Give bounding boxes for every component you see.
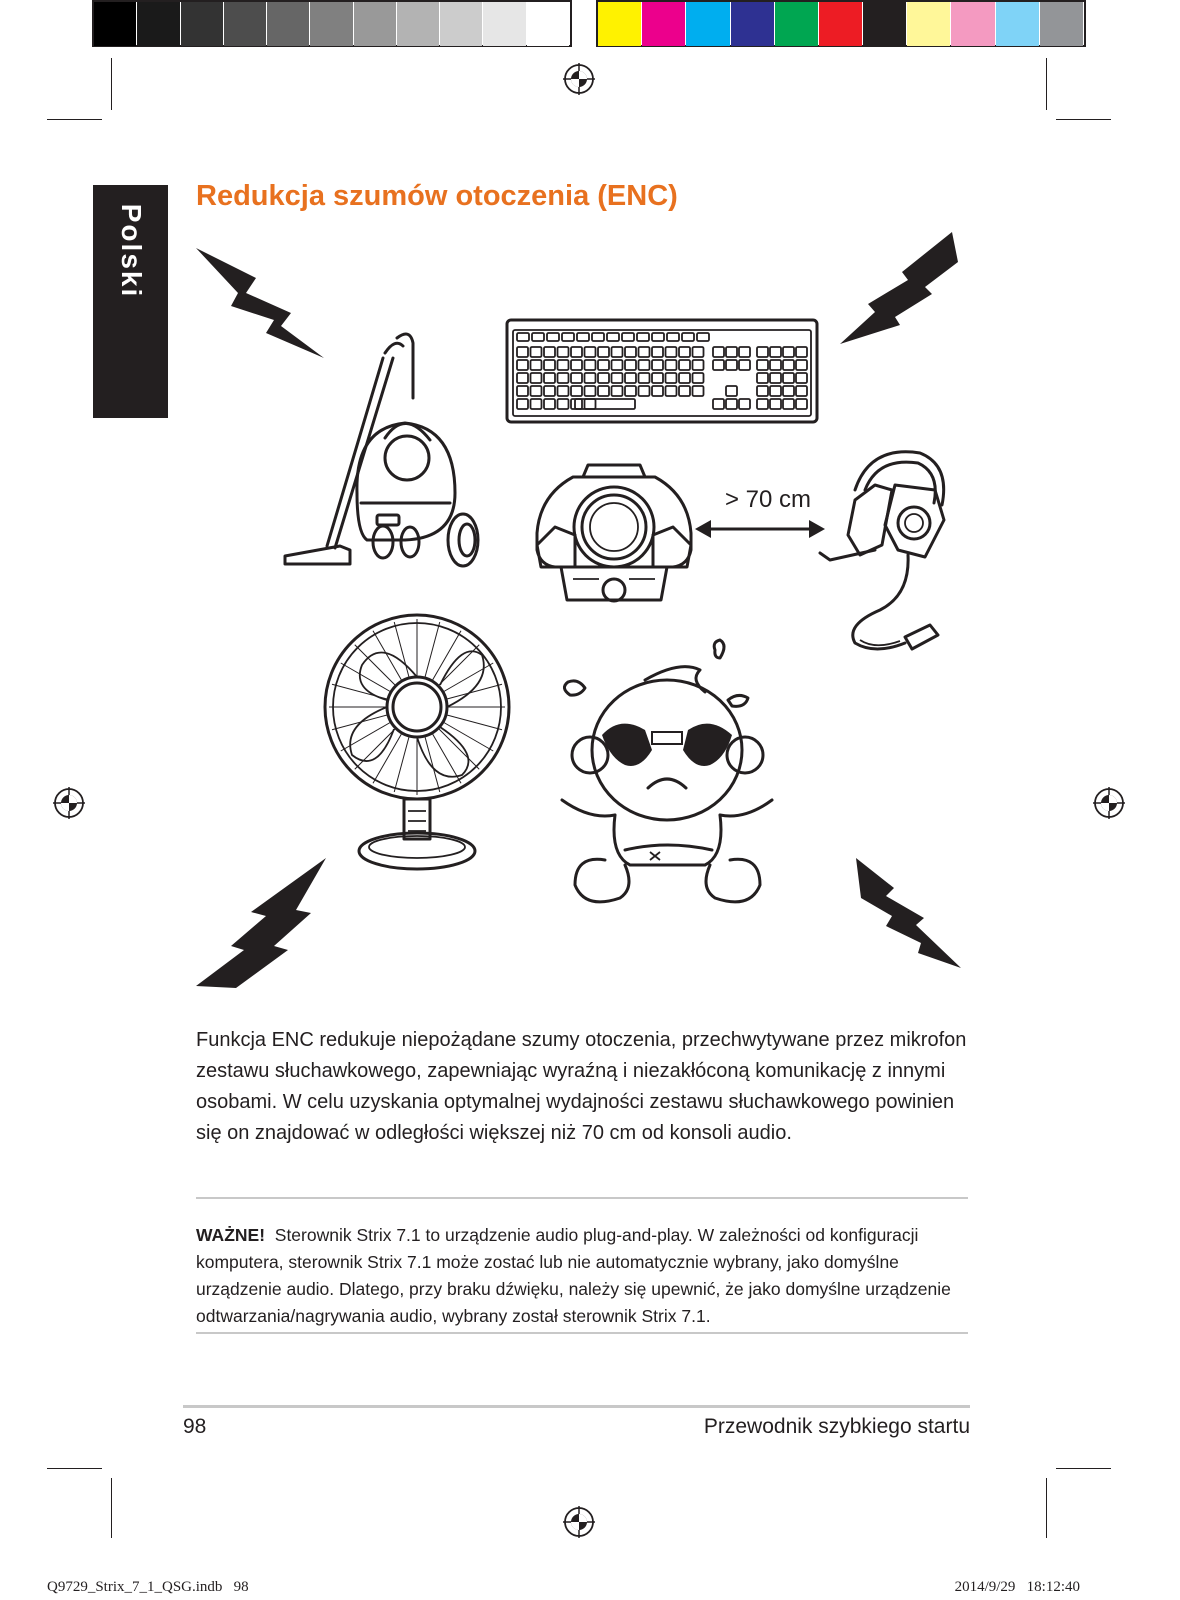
- keyboard-key: [571, 399, 582, 409]
- keyboard-key: [679, 360, 690, 370]
- keyboard-key: [639, 386, 650, 396]
- registration-mark-right-icon: [1093, 787, 1125, 819]
- keyboard-key: [666, 386, 677, 396]
- keyboard-key: [757, 347, 768, 357]
- keyboard-key: [544, 347, 555, 357]
- keyboard-key: [571, 373, 582, 383]
- color-swatch: [94, 2, 136, 46]
- keyboard-key: [652, 333, 664, 341]
- language-tab-label: Polski: [115, 203, 147, 299]
- keyboard-key: [622, 333, 634, 341]
- keyboard-key: [770, 399, 781, 409]
- keyboard-key: [739, 347, 750, 357]
- keyboard-key: [639, 360, 650, 370]
- keyboard-key: [558, 399, 569, 409]
- keyboard-key: [558, 386, 569, 396]
- color-swatch: [598, 2, 641, 46]
- keyboard-key: [517, 373, 528, 383]
- keyboard-key: [693, 386, 704, 396]
- fan-spoke: [425, 622, 440, 678]
- color-swatch: [483, 2, 525, 46]
- keyboard-key: [625, 373, 636, 383]
- keyboard-key: [558, 373, 569, 383]
- color-swatch: [686, 2, 729, 46]
- color-swatch: [996, 2, 1039, 46]
- lightning-bolt-bottom-left-icon: [196, 858, 331, 988]
- keyboard-key: [639, 347, 650, 357]
- keyboard-key: [713, 347, 724, 357]
- keyboard-key: [544, 360, 555, 370]
- audio-console-illustration: [533, 455, 695, 615]
- keyboard-key: [726, 347, 737, 357]
- keyboard-key: [517, 347, 528, 357]
- keyboard-key: [639, 373, 650, 383]
- fan-spoke: [394, 622, 409, 678]
- crop-mark-bottom-right-v: [1046, 1478, 1047, 1538]
- keyboard-key: [726, 386, 737, 396]
- registration-mark-bottom-icon: [563, 1506, 595, 1538]
- crop-mark-bottom-right-h: [1056, 1468, 1111, 1469]
- color-swatch: [310, 2, 352, 46]
- fan-spoke: [443, 722, 493, 751]
- important-note-text: Sterownik Strix 7.1 to urządzenie audio plug-and-play. W zależności od konfiguracji komputera, sterownik Strix 7.1 może zostać lub nie automatycznie wybrany, jako domyślne urządzenie audio. Dlatego, przy braku dźwięku, należy się upewnić, że jako domyślne urządzenie odtwarzania/nagrywania audio, wybrany został sterownik Strix 7.1.: [196, 1225, 951, 1326]
- color-swatch: [440, 2, 482, 46]
- keyboard-key: [607, 333, 619, 341]
- keyboard-key: [713, 399, 724, 409]
- keyboard-key: [757, 360, 768, 370]
- keyboard-key: [652, 360, 663, 370]
- keyboard-key: [531, 386, 542, 396]
- keyboard-key: [598, 360, 609, 370]
- color-swatch: [354, 2, 396, 46]
- note-top-rule: [196, 1197, 968, 1199]
- keyboard-key: [783, 347, 794, 357]
- color-swatch: [819, 2, 862, 46]
- keyboard-key: [652, 386, 663, 396]
- vacuum-cleaner-illustration: [285, 328, 485, 588]
- keyboard-key: [667, 333, 679, 341]
- headset-illustration: [820, 445, 955, 665]
- keyboard-key: [739, 399, 750, 409]
- keyboard-key: [544, 399, 555, 409]
- keyboard-key: [585, 360, 596, 370]
- keyboard-key: [625, 347, 636, 357]
- keyboard-key: [585, 399, 596, 409]
- keyboard-key: [757, 373, 768, 383]
- process-color-bar: [596, 0, 1086, 47]
- keyboard-key: [577, 333, 589, 341]
- color-swatch: [1040, 2, 1083, 46]
- keyboard-key: [682, 333, 694, 341]
- keyboard-key: [625, 386, 636, 396]
- color-swatch: [527, 2, 569, 46]
- keyboard-key: [531, 360, 542, 370]
- keyboard-key: [726, 360, 737, 370]
- keyboard-key: [598, 373, 609, 383]
- fan-spoke: [373, 631, 402, 681]
- keyboard-key: [531, 399, 542, 409]
- keyboard-key: [679, 373, 690, 383]
- crop-mark-top-left-h: [47, 119, 102, 120]
- keyboard-key: [796, 386, 807, 396]
- grayscale-color-bar: [92, 0, 572, 47]
- keyboard-key: [652, 347, 663, 357]
- keyboard-key: [571, 347, 582, 357]
- body-paragraph: Funkcja ENC redukuje niepożądane szumy otoczenia, przechwytywane przez mikrofon zestawu słuchawkowego, zapewniając wyraźną i niezakłóconą komunikację z innymi osobami. W celu uzyskania optymalnej wydajności zestawu słuchawkowego powinien się on znajdować w odległości większej niż 70 cm od konsoli audio.: [196, 1029, 967, 1144]
- keyboard-key: [562, 333, 574, 341]
- note-bottom-rule: [196, 1332, 968, 1334]
- color-swatch: [267, 2, 309, 46]
- color-swatch: [731, 2, 774, 46]
- crop-mark-top-right-h: [1056, 119, 1111, 120]
- keyboard-key: [598, 347, 609, 357]
- keyboard-key: [612, 386, 623, 396]
- keyboard-key: [783, 399, 794, 409]
- keyboard-key: [547, 333, 559, 341]
- color-swatch: [224, 2, 266, 46]
- keyboard-key: [532, 333, 544, 341]
- color-swatch: [863, 2, 906, 46]
- keyboard-key: [783, 386, 794, 396]
- desk-fan-illustration: [322, 615, 512, 875]
- keyboard-key: [739, 360, 750, 370]
- registration-mark-top-icon: [563, 63, 595, 95]
- keyboard-key: [637, 333, 649, 341]
- keyboard-key: [612, 347, 623, 357]
- print-slug-file: Q9729_Strix_7_1_QSG.indb 98: [47, 1579, 249, 1595]
- keyboard-key: [693, 347, 704, 357]
- color-swatch: [775, 2, 818, 46]
- keyboard-key: [783, 360, 794, 370]
- keyboard-key: [796, 399, 807, 409]
- keyboard-key: [585, 373, 596, 383]
- keyboard-key: [571, 386, 582, 396]
- keyboard-key: [592, 333, 604, 341]
- keyboard-key: [585, 347, 596, 357]
- color-swatch: [137, 2, 179, 46]
- keyboard-key: [666, 347, 677, 357]
- keyboard-key: [770, 386, 781, 396]
- fan-spoke: [446, 715, 502, 730]
- keyboard-key: [652, 373, 663, 383]
- color-swatch: [642, 2, 685, 46]
- fan-spoke: [446, 684, 502, 699]
- fan-spoke: [355, 728, 396, 769]
- keyboard-key: [666, 360, 677, 370]
- keyboard-key: [693, 360, 704, 370]
- crying-baby-illustration: [540, 640, 785, 915]
- keyboard-key: [625, 360, 636, 370]
- fan-spoke: [394, 736, 409, 792]
- footer-rule: [183, 1405, 970, 1408]
- keyboard-key: [544, 386, 555, 396]
- page-number: 98: [183, 1415, 207, 1438]
- keyboard-key: [713, 360, 724, 370]
- keyboard-key: [558, 360, 569, 370]
- lightning-bolt-top-right-icon: [840, 232, 960, 347]
- color-swatch: [181, 2, 223, 46]
- keyboard-keys: [517, 333, 807, 409]
- keyboard-key: [757, 399, 768, 409]
- keyboard-key: [571, 360, 582, 370]
- keyboard-key: [517, 399, 528, 409]
- keyboard-key: [666, 373, 677, 383]
- keyboard-key: [585, 386, 596, 396]
- fan-spoke: [341, 663, 391, 692]
- important-note: [196, 1222, 976, 1330]
- keyboard-key: [679, 386, 690, 396]
- fan-spoke: [438, 728, 479, 769]
- keyboard-key: [693, 373, 704, 383]
- language-tab: [93, 185, 168, 418]
- crop-mark-top-left-v: [111, 58, 112, 110]
- fan-spoke: [373, 733, 402, 783]
- keyboard-key: [726, 399, 737, 409]
- keyboard-key: [517, 333, 529, 341]
- keyboard-key: [517, 386, 528, 396]
- keyboard-key: [598, 386, 609, 396]
- keyboard-key: [757, 386, 768, 396]
- fan-spoke: [341, 722, 391, 751]
- crop-mark-bottom-left-v: [111, 1478, 112, 1538]
- keyboard-key: [770, 360, 781, 370]
- keyboard-key: [612, 373, 623, 383]
- keyboard-key: [558, 347, 569, 357]
- keyboard-key: [517, 360, 528, 370]
- print-slug-datetime: 2014/9/29 18:12:40: [954, 1579, 1080, 1595]
- color-swatch: [907, 2, 950, 46]
- keyboard-key: [544, 373, 555, 383]
- registration-mark-left-icon: [53, 787, 85, 819]
- page-title: Redukcja szumów otoczenia (ENC): [196, 180, 678, 212]
- keyboard-key: [770, 373, 781, 383]
- crop-mark-bottom-left-h: [47, 1468, 102, 1469]
- guide-title: Przewodnik szybkiego startu: [703, 1415, 970, 1438]
- keyboard-key: [679, 347, 690, 357]
- keyboard-key: [770, 347, 781, 357]
- keyboard-key: [531, 373, 542, 383]
- keyboard-key: [612, 360, 623, 370]
- keyboard-key: [697, 333, 709, 341]
- color-swatch: [951, 2, 994, 46]
- crop-mark-top-right-v: [1046, 58, 1047, 110]
- keyboard-key: [796, 360, 807, 370]
- lightning-bolt-bottom-right-icon: [856, 858, 966, 973]
- distance-label: > 70 cm: [725, 486, 812, 513]
- distance-arrow: [695, 518, 825, 540]
- keyboard-key: [796, 347, 807, 357]
- fan-spoke: [425, 736, 440, 792]
- color-swatch: [397, 2, 439, 46]
- keyboard-key: [796, 373, 807, 383]
- fan-guard-spokes: [329, 619, 505, 795]
- keyboard-illustration: [505, 318, 820, 426]
- keyboard-key: [783, 373, 794, 383]
- keyboard-key: [531, 347, 542, 357]
- important-note-label: WAŻNE!: [196, 1225, 266, 1245]
